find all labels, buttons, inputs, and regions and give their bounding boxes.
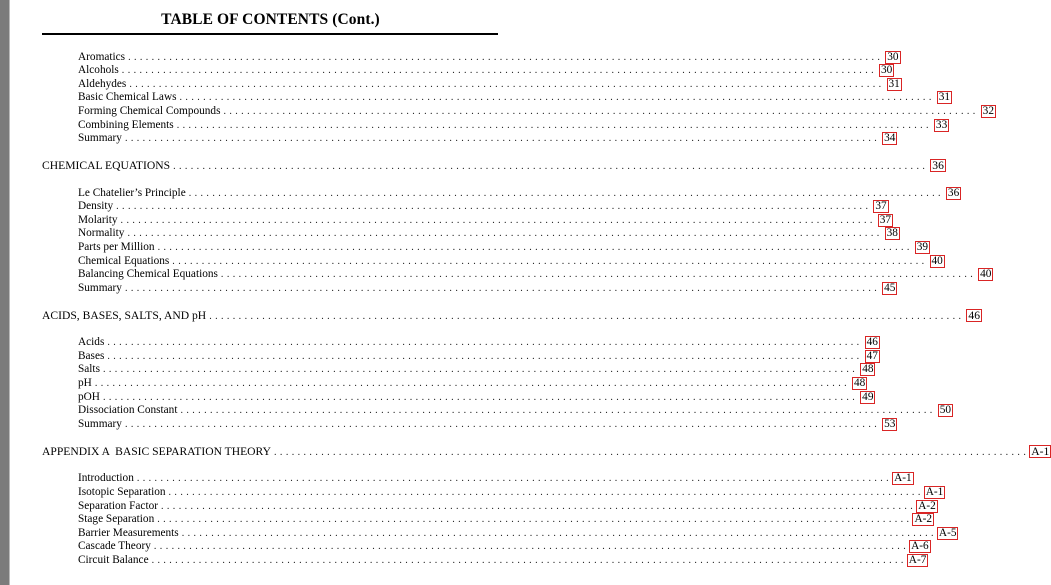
toc-entry[interactable] [78,350,878,363]
toc-page-link[interactable]: 31 [888,78,900,90]
dot-leader: ................................................................................................................................ [107,337,863,348]
toc-entry[interactable] [78,418,896,431]
toc-entry-label: Summary [78,132,122,144]
toc-entry[interactable] [78,377,866,390]
toc-page-link[interactable]: 36 [932,159,944,172]
toc-entry[interactable] [78,187,960,200]
toc-page-link[interactable]: 53 [884,418,896,430]
dot-leader: ................................................................................................................................ [157,242,913,253]
toc-entry[interactable] [78,527,957,540]
toc-entry-label: Circuit Balance [78,554,149,566]
toc-entry-label: Stage Separation [78,513,155,525]
toc-page-link[interactable]: 47 [866,350,878,362]
toc-page-link[interactable]: 32 [982,105,994,117]
dot-leader: ................................................................................................................................ [161,501,917,512]
toc-page-link[interactable]: 39 [916,241,929,253]
toc-page-link[interactable]: A-1 [925,486,944,498]
toc-entry-label: Chemical Equations [78,255,170,267]
toc-entry[interactable] [78,391,874,404]
toc-entry[interactable] [78,200,887,213]
toc-page-link[interactable]: 45 [884,282,896,294]
dot-leader: ................................................................................................................................ [127,228,883,239]
toc-entry[interactable] [78,500,936,513]
toc-entry[interactable] [78,336,878,349]
dot-leader: ................................................................................................................................ [128,52,884,63]
toc-entry-label: Cascade Theory [78,540,151,552]
toc-page-link[interactable]: A-1 [894,472,912,484]
dot-leader: ................................................................................................................................ [223,106,979,117]
toc-page-link[interactable]: 50 [939,404,951,416]
toc-section-label: CHEMICAL EQUATIONS [42,159,171,172]
dot-leader: ................................................................................................................................ [176,120,932,131]
toc-page-link[interactable]: A-7 [908,554,927,566]
toc-entry-label: Forming Chemical Compounds [78,105,221,117]
dot-leader: ................................................................................................................................ [124,419,881,430]
toc-entry-label: Balancing Chemical Equations [78,268,218,280]
toc-entry[interactable] [78,540,929,553]
toc-entry-label: Barrier Measurements [78,527,179,539]
dot-leader: ................................................................................................................................ [124,133,881,144]
toc-entry-label: Dissociation Constant [78,404,178,416]
dot-leader: ................................................................................................................................ [107,351,863,362]
dot-leader: ................................................................................................................................ [129,79,885,90]
dot-leader: ................................................................................................................................ [188,188,944,199]
toc-section-label: ACIDS, BASES, SALTS, AND pH [42,309,207,322]
toc-page-link[interactable]: 36 [947,187,960,199]
toc-entry[interactable] [78,486,944,499]
toc-entry-label: Salts [78,363,100,375]
toc-entry-label: Parts per Million [78,241,155,253]
toc-entry[interactable] [78,472,912,485]
dot-leader: ................................................................................................................................ [220,269,977,280]
toc-section-heading[interactable] [42,309,980,322]
toc-entry-label: Acids [78,336,105,348]
toc-entry-label: pH [78,377,92,389]
dot-leader: ................................................................................................................................ [102,364,859,375]
toc-section-heading[interactable] [42,445,1050,458]
toc-entry-label: Introduction [78,472,134,484]
toc-entry[interactable] [78,64,893,77]
toc-entry-label: Isotopic Separation [78,486,166,498]
dot-leader: ................................................................................................................................ [153,541,910,552]
toc-entry-label: pOH [78,391,100,403]
toc-entry[interactable] [78,132,896,145]
toc-page-link[interactable]: A-1 [1031,445,1050,458]
toc-entry-label: Aromatics [78,51,126,63]
toc-page-link[interactable]: 48 [854,377,866,389]
toc-entry[interactable] [78,554,927,567]
toc-page-link[interactable]: 40 [931,255,943,267]
dot-leader: ................................................................................................................................ [209,311,965,322]
dot-leader: ................................................................................................................................ [120,215,876,226]
dot-leader: ................................................................................................................................ [181,528,937,539]
toc-page-link[interactable]: 30 [881,64,893,76]
toc-entry[interactable] [78,78,900,91]
dot-leader: ................................................................................................................................ [180,405,936,416]
toc-page-link[interactable]: 37 [875,200,887,212]
toc-page-link[interactable]: 49 [862,391,874,403]
toc-entry-label: Summary [78,282,122,294]
toc-section-label: APPENDIX A BASIC SEPARATION THEORY [42,445,272,458]
toc-entry[interactable] [78,91,951,104]
dot-leader: ................................................................................................................................ [124,283,881,294]
dot-leader: ................................................................................................................................ [173,161,929,172]
dot-leader: ................................................................................................................................ [136,473,893,484]
toc-entry-label: Separation Factor [78,500,158,512]
dot-leader: ................................................................................................................................ [94,378,851,389]
dot-leader: ................................................................................................................................ [168,487,924,498]
toc-page-link[interactable]: A-6 [911,540,929,552]
toc-page-link[interactable]: 46 [968,309,980,322]
toc-entry[interactable] [78,282,896,295]
toc-page-link[interactable]: 37 [879,214,892,226]
toc-entry[interactable] [78,227,898,240]
toc-entry[interactable] [78,404,951,417]
toc-page-link[interactable]: 40 [980,268,992,280]
toc-entry[interactable] [78,51,899,64]
toc-page-link[interactable]: 30 [887,51,899,63]
dot-leader: ................................................................................................................................ [274,447,1030,458]
toc-page-link[interactable]: 46 [866,336,878,348]
dot-leader: ................................................................................................................................ [102,392,859,403]
dot-leader: ................................................................................................................................ [116,201,872,212]
dot-leader: ................................................................................................................................ [157,514,913,525]
toc-entry[interactable] [78,105,994,118]
toc-page-link[interactable]: 33 [935,119,948,131]
toc-page-link[interactable]: 48 [862,363,874,375]
toc-entry-label: Summary [78,418,122,430]
toc-entry-label: Molarity [78,214,118,226]
toc-page-link[interactable]: 31 [938,91,951,103]
toc-entry[interactable] [78,513,933,526]
toc-entry[interactable] [78,363,874,376]
toc-entry-label: Aldehydes [78,78,127,90]
toc-page-link[interactable]: 34 [884,132,896,144]
toc-page-link[interactable]: A-5 [938,527,957,539]
toc-section-heading[interactable] [42,159,944,172]
toc-entry-label: Density [78,200,114,212]
toc-entry-label: Le Chatelier’s Principle [78,187,186,199]
toc-entry-label: Normality [78,227,125,239]
toc-entry[interactable] [78,255,943,268]
toc-entry[interactable] [78,268,992,281]
toc-page-link[interactable]: A-2 [914,513,933,525]
toc-entry-label: Combining Elements [78,119,174,131]
page-title: TABLE OF CONTENTS (Cont.) [161,11,380,28]
dot-leader: ................................................................................................................................ [151,555,907,566]
toc-entry-label: Alcohols [78,64,119,76]
dot-leader: ................................................................................................................................ [172,256,928,267]
dot-leader: ................................................................................................................................ [179,92,935,103]
dot-leader: ................................................................................................................................ [121,65,877,76]
toc-entry-label: Basic Chemical Laws [78,91,177,103]
toc-entry[interactable] [78,214,892,227]
toc-page-link[interactable]: A-2 [918,500,936,512]
toc-entry[interactable] [78,241,929,254]
toc-entry-label: Bases [78,350,105,362]
toc-entry[interactable] [78,119,948,132]
toc-page-link[interactable]: 38 [886,227,898,239]
